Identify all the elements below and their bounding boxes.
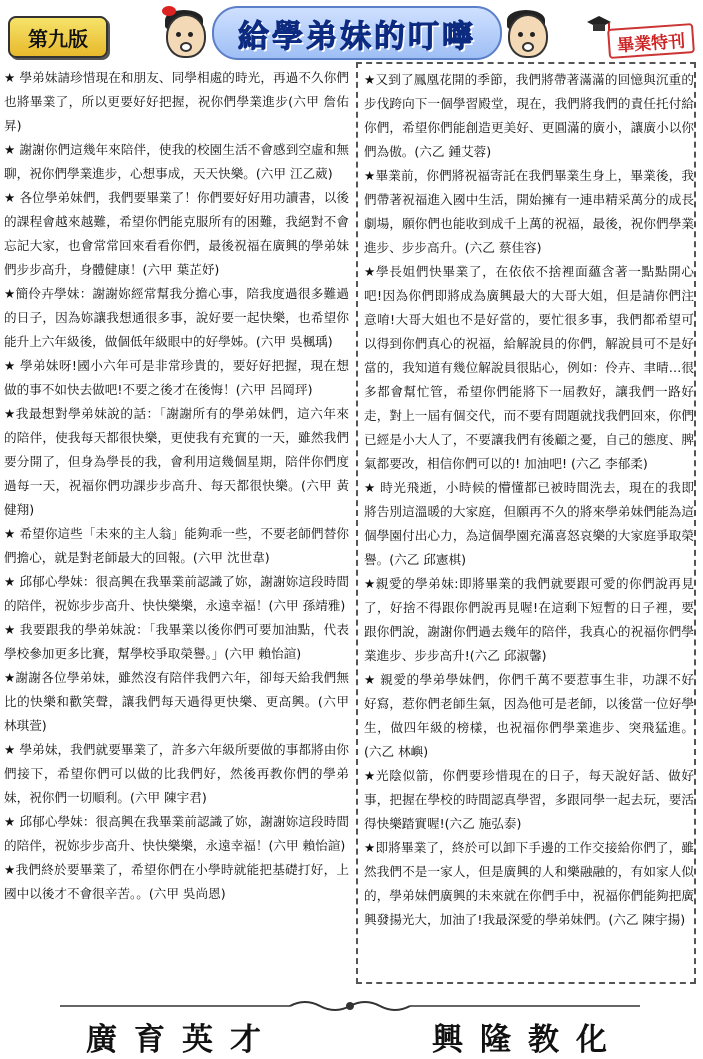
motto-right: 興隆教化 (432, 1022, 624, 1058)
motto-left: 廣育英才 (86, 1022, 278, 1058)
message-entry: ★ 邱郁心學妹：很高興在我畢業前認識了妳，謝謝妳這段時間的陪伴，祝妳步步高升、快快樂樂，永遠幸福！(六甲 孫靖雅) (4, 574, 349, 613)
message-entry: ★ 邱郁心學妹：很高興在我畢業前認識了妳，謝謝妳這段時間的陪伴，祝妳步步高升、快快樂樂，永遠幸福！(六甲 賴怡諠) (4, 814, 349, 853)
message-entry: ★即將畢業了，終於可以卸下手邊的工作交接給你們了，雖然我們不是一家人，但是廣興的人和樂融融的，有如家人似的，學弟妹們廣興的未來就在你們手中，祝福你們能夠把廣興發揚光大，加油了!我最深愛的學弟妹們。(六乙 陳宇揚) (364, 840, 694, 927)
girl-face-icon (162, 6, 206, 58)
left-message-column (4, 66, 349, 906)
message-entry: ★光陰似箭，你們要珍惜現在的日子，每天說好話、做好事，把握在學校的時間認真學習，多跟同學一起去玩，要活得快樂踏實喔!(六乙 施弘泰) (364, 768, 694, 831)
message-entry: ★又到了鳳凰花開的季節，我們將帶著滿滿的回憶與沉重的步伐跨向下一個學習殿堂，現在，我們將我們的責任托付給你們，希望你們能創造更美好、更圓滿的廣小，讓廣小以你們為傲。(六乙 鍾艾蓉) (364, 72, 694, 159)
message-entry: ★我最想對學弟妹說的話：「謝謝所有的學弟妹們，這六年來的陪伴，使我每天都很快樂，更使我有充實的一天，雖然我們要分開了，但身為學長的我，會利用這幾個星期，陪伴你們度過每一天，祝福你們功課步步高升、每天都很快樂。(六甲 黃健翔) (4, 406, 349, 517)
boy-face-icon (504, 6, 548, 58)
message-entry: ★ 希望你這些「未來的主人翁」能夠乖一些，不要老師們替你們擔心，就是對老師最大的回報。(六甲 沈世韋) (4, 526, 349, 565)
message-entry: ★ 學弟妹，我們就要畢業了，許多六年級所要做的事都將由你們接下，希望你們可以做的比我們好，然後再教你們的學弟妹，祝你們一切順利。(六甲 陳宇君) (4, 742, 349, 805)
page-title: 給學弟妹的叮嚀 (238, 18, 476, 55)
message-entry: ★謝謝各位學弟妹，雖然沒有陪伴我們六年，卻每天給我們無比的快樂和歡笑聲，讓我們每天過得更快樂、更高興。(六甲 林琪萱) (4, 670, 349, 733)
message-entry: ★ 時光飛逝，小時候的懵懂都已被時間洗去，現在的我即將告別這溫暖的大家庭，但願再不久的將來學弟妹們能為這個學園付出心力，為這個學園充滿喜怒哀樂的大家庭爭取榮譽。(六乙 邱憲棋) (364, 480, 694, 567)
message-entry: ★ 親愛的學弟學妹們，你們千萬不要惹事生非，功課不好好寫，惹你們老師生氣，因為他可是老師，以後當一位好學生，做四年級的榜樣，也祝福你們學業進步、突飛猛進。(六乙 林嶼) (364, 672, 694, 759)
message-entry: ★學長姐們快畢業了，在依依不捨裡面蘊含著一點點開心吧!因為你們即將成為廣興最大的大哥大姐，但是請你們注意唷!大哥大姐也不是好當的，要忙很多事，我們都希望可以得到你們真心的祝福，給解說員的你們，解說員可不是好當的，我知道有幾位解說員很貼心，例如：伶卉、聿晴…很多都會幫忙管，希望你們能將下一屆教好，讓我們一路好走，對上一屆有個交代，而不要有問題就找我們回來，你們已經是小大人了，不要讓我們有後顧之憂，自己的態度、脾氣都要改，相信你們可以的! 加油吧! (六乙 李郁柔) (364, 264, 694, 471)
issue-badge (8, 16, 108, 58)
issue-label: 第九版 (28, 26, 88, 51)
message-entry: ★ 謝謝你們這幾年來陪伴，使我的校園生活不會感到空虛和無聊，祝你們學業進步，心想事成，天天快樂。(六甲 江乙葳) (4, 142, 349, 181)
message-entry: ★我們終於要畢業了，希望你們在小學時就能把基礎打好，上國中以後才不會很辛苦。。(六甲 吳尚恩) (4, 862, 349, 901)
message-entry: ★親愛的學弟妹:即將畢業的我們就要跟可愛的你們說再見了，好捨不得跟你們說再見喔!在這剩下短暫的日子裡，要跟你們說，謝謝你們過去幾年的陪伴，我真心的祝福你們學業進步、步步高升!(六乙 邱淑馨) (364, 576, 694, 663)
right-message-column (356, 62, 696, 984)
special-label: 畢業特刊 (616, 31, 686, 56)
graduation-special-badge (584, 14, 694, 54)
ornamental-divider-icon (60, 998, 640, 1014)
message-entry: ★ 學弟妹請珍惜現在和朋友、同學相處的時光，再過不久你們也將畢業了，所以更要好好把握，祝你們學業進步(六甲 詹佑昇) (4, 70, 349, 133)
message-entry: ★畢業前，你們將祝福寄託在我們畢業生身上，畢業後，我們帶著祝福進入國中生活，開始擁有一連串精采萬分的成長劇場，願你們也能收到成千上萬的祝福，最後，祝你們學業進步、步步高升。(六乙 蔡佳容) (364, 168, 694, 255)
message-entry: ★ 學弟妹呀!國小六年可是非常珍貴的，要好好把握，現在想做的事不如快去做吧!不要之後才在後悔！(六甲 呂岡玶) (4, 358, 349, 397)
message-entry: ★ 我要跟我的學弟妹說：「我畢業以後你們可要加油點，代表學校參加更多比賽，幫學校爭取榮譽。」(六甲 賴怡諠) (4, 622, 349, 661)
page-header (0, 0, 703, 66)
page-title-banner (212, 6, 502, 60)
message-entry: ★簡伶卉學妹：謝謝妳經常幫我分擔心事，陪我度過很多難過的日子，因為妳讓我想通很多事，說好要一起快樂，也希望你能升上六年級後，做個低年級眼中的好學姊。(六甲 吳楓瑀) (4, 286, 349, 349)
message-entry: ★ 各位學弟妹們，我們要畢業了！你們要好好用功讀書，以後的課程會越來越難，希望你們能克服所有的困難，我絕對不會忘記大家，也會常常回來看看你們，最後祝福在廣興的學弟妹們步步高升，身體健康！(六甲 葉芷妤) (4, 190, 349, 277)
